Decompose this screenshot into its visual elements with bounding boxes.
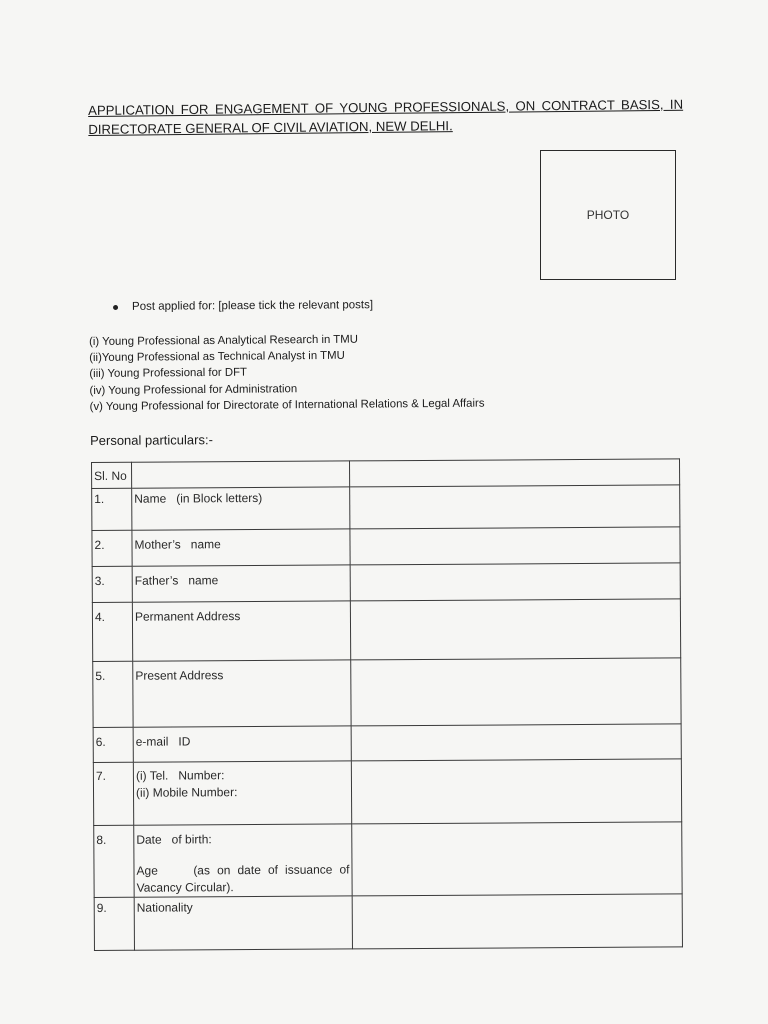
table-row bbox=[93, 658, 681, 728]
post-applied-instruction bbox=[113, 299, 373, 313]
table-row bbox=[92, 527, 680, 567]
row-sl: 6. bbox=[93, 727, 133, 762]
table-row bbox=[94, 822, 682, 898]
post-option-5[interactable]: (v) Young Professional for Directorate of International Relations & Legal Affairs bbox=[89, 397, 485, 413]
mother-name-value-field[interactable] bbox=[350, 527, 680, 565]
form-title: APPLICATION FOR ENGAGEMENT OF YOUNG PROFESSIONALS, ON CONTRACT BASIS, IN DIRECTORATE GENERAL OF CIVIL AVIATION, NEW DELHI. bbox=[88, 96, 684, 137]
row-label: Father’s name bbox=[132, 565, 350, 602]
post-instruction-text: Post applied for: [please tick the relevant posts] bbox=[131, 299, 374, 313]
post-option-2[interactable]: (ii)Young Professional as Technical Analyst in TMU bbox=[89, 349, 345, 365]
row-sl: 3. bbox=[92, 566, 132, 602]
phone-value-field[interactable] bbox=[351, 759, 681, 824]
table-header-row bbox=[92, 459, 680, 489]
table-row bbox=[92, 485, 680, 531]
row-label: Present Address bbox=[133, 660, 351, 727]
row-label: Mother’s name bbox=[132, 529, 350, 566]
row-sl: 8. bbox=[94, 825, 134, 897]
personal-particulars-table bbox=[91, 458, 683, 951]
present-address-value-field[interactable] bbox=[351, 658, 681, 726]
row-sl: 2. bbox=[92, 530, 132, 566]
dob-value-field[interactable] bbox=[352, 822, 682, 896]
table-row bbox=[94, 894, 682, 951]
row-label: Name (in Block letters) bbox=[132, 487, 350, 530]
table-row bbox=[92, 599, 680, 662]
mobile-number-label: (ii) Mobile Number: bbox=[135, 785, 238, 800]
row-sl: 5. bbox=[93, 661, 133, 727]
row-sl: 9. bbox=[94, 897, 134, 950]
tel-number-label: (i) Tel. Number: bbox=[135, 768, 225, 783]
row-sl: 7. bbox=[93, 762, 133, 825]
post-list bbox=[89, 331, 485, 415]
header-sl: Sl. No bbox=[92, 462, 132, 488]
header-value bbox=[349, 459, 679, 487]
table-row bbox=[93, 759, 681, 826]
table-row bbox=[93, 724, 681, 763]
post-option-4[interactable]: (iv) Young Professional for Administration bbox=[89, 382, 298, 397]
row-label: e-mail ID bbox=[133, 726, 351, 762]
header-field bbox=[132, 461, 350, 488]
post-option-1[interactable]: (i) Young Professional as Analytical Research in TMU bbox=[89, 333, 358, 348]
name-value-field[interactable] bbox=[350, 485, 680, 529]
table-row bbox=[92, 563, 680, 603]
permanent-address-value-field[interactable] bbox=[350, 599, 680, 660]
row-sl: 4. bbox=[92, 602, 132, 661]
date-of-birth-label: Date of birth: bbox=[136, 832, 212, 847]
row-label-group bbox=[134, 824, 352, 897]
nationality-value-field[interactable] bbox=[352, 894, 682, 949]
father-name-value-field[interactable] bbox=[350, 563, 680, 601]
age-label: Age (as on date of issuance of Vacancy Circular). bbox=[136, 862, 353, 895]
section-title: Personal particulars:- bbox=[90, 432, 213, 448]
row-sl: 1. bbox=[92, 488, 132, 530]
bullet-icon bbox=[113, 304, 118, 309]
row-label: Nationality bbox=[134, 896, 352, 950]
email-value-field[interactable] bbox=[351, 724, 681, 761]
row-label-group bbox=[133, 761, 351, 825]
photo-box bbox=[540, 150, 676, 280]
post-option-3[interactable]: (iii) Young Professional for DFT bbox=[89, 367, 248, 381]
row-label: Permanent Address bbox=[132, 601, 350, 661]
photo-label: PHOTO bbox=[586, 208, 630, 222]
